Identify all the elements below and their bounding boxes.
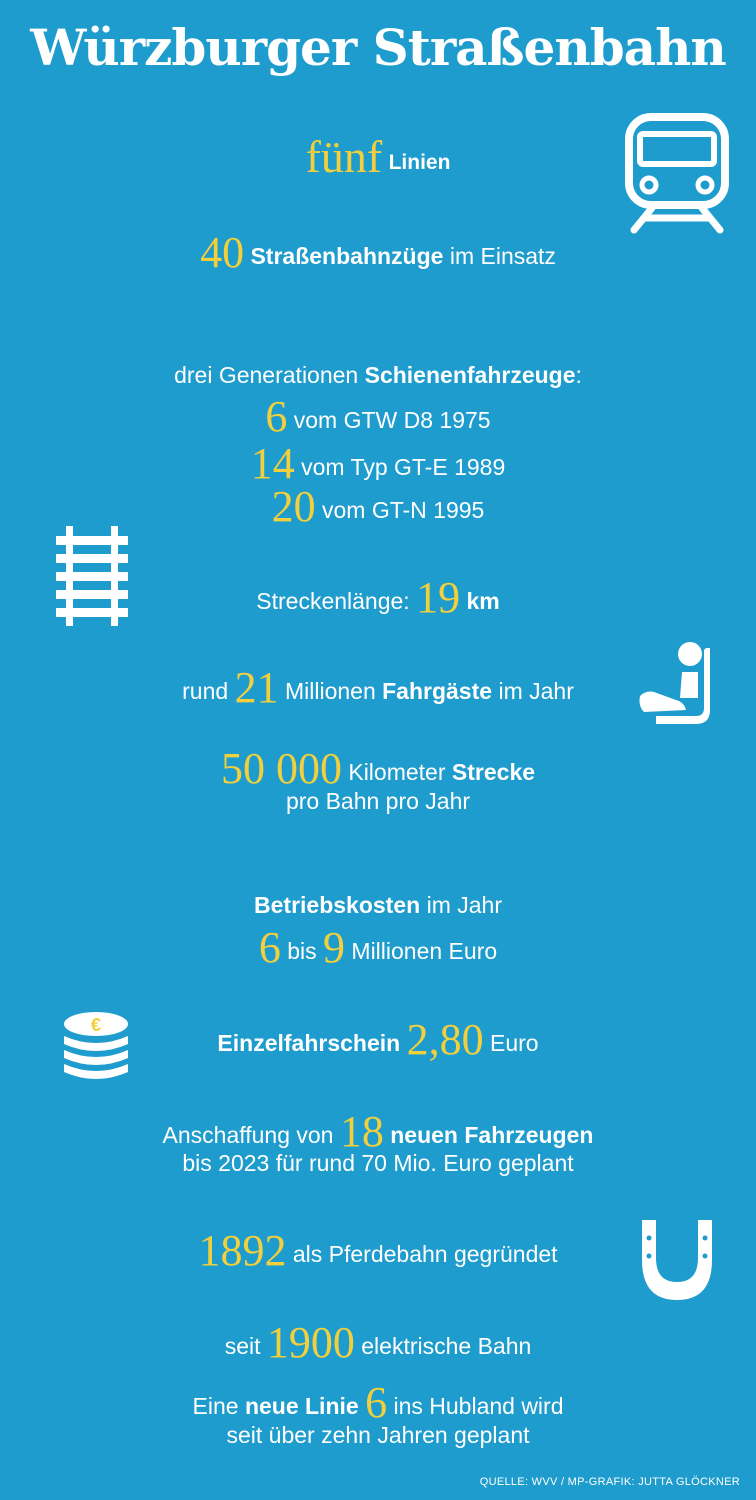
fact-linie6-line2: seit über zehn Jahren geplant: [226, 1422, 530, 1448]
fact-label-bold: Strecke: [451, 759, 536, 785]
fact-punct: :: [575, 362, 582, 388]
euro-coins-icon: [60, 1010, 132, 1082]
fact-label: im Jahr: [492, 678, 574, 704]
fact-number: 1892: [198, 1226, 287, 1275]
fact-betriebskosten-values: [0, 923, 756, 972]
fact-number: 2,80: [406, 1015, 484, 1064]
fact-label: drei Generationen: [174, 362, 365, 388]
source-credit: QUELLE: WVV / MP-GRAFIK: JUTTA GLÖCKNER: [479, 1476, 740, 1488]
fact-anschaffung: [0, 1107, 756, 1156]
fact-label: Streckenlänge:: [256, 588, 417, 614]
svg-text:€: €: [90, 1015, 102, 1035]
fact-number: 6: [258, 923, 281, 972]
fact-label: bis: [280, 938, 324, 964]
fact-number: fünf: [305, 131, 383, 182]
fact-unit: km: [460, 588, 500, 614]
fact-label: Kilometer: [341, 759, 452, 785]
fact-number: 6: [265, 392, 288, 441]
seat-icon: [636, 640, 718, 730]
page-title: Würzburger Straßenbahn: [30, 18, 726, 77]
fact-label-bold: Betriebskosten: [254, 892, 421, 918]
fact-generation-row: [0, 439, 756, 488]
fact-number: 50 000: [220, 744, 342, 793]
fact-label: im Jahr: [420, 892, 502, 918]
rail-track-icon: [56, 526, 128, 626]
fact-kilometer: [0, 744, 756, 793]
fact-number: 9: [323, 923, 346, 972]
fact-label-bold: Straßenbahnzüge: [250, 243, 444, 269]
fact-label: Millionen: [278, 678, 383, 704]
fact-label: elektrische Bahn: [354, 1333, 532, 1359]
fact-anschaffung-line2: bis 2023 für rund 70 Mio. Euro geplant: [182, 1150, 574, 1176]
fact-number: 18: [339, 1107, 384, 1156]
fact-betriebskosten: [0, 890, 756, 920]
fact-label: rund: [182, 678, 235, 704]
fact-label: Linien: [388, 151, 451, 174]
fact-label: Anschaffung von: [162, 1122, 340, 1148]
fact-number: 21: [234, 663, 279, 712]
fact-generationen-intro: [0, 360, 756, 390]
fact-label: Eine: [192, 1393, 245, 1419]
fact-label: Euro: [483, 1030, 539, 1056]
fact-label-bold: neue Linie: [244, 1393, 366, 1419]
fact-kilometer-line2: pro Bahn pro Jahr: [285, 788, 471, 814]
fact-label-bold: Einzelfahrschein: [217, 1030, 407, 1056]
fact-number: 20: [271, 482, 316, 531]
fact-elektrisch: [0, 1318, 756, 1367]
fact-generation-row: [0, 482, 756, 531]
fact-generation-row: [0, 392, 756, 441]
fact-number: 14: [250, 439, 295, 488]
fact-label-bold: Schienenfahrzeuge: [364, 362, 576, 388]
fact-number: 6: [365, 1378, 388, 1427]
fact-label-bold: Fahrgäste: [382, 678, 493, 704]
fact-label: vom GT-N 1995: [315, 497, 485, 523]
horseshoe-icon: [634, 1212, 720, 1308]
fact-label: ins Hubland wird: [387, 1393, 564, 1419]
fact-number: 40: [200, 228, 245, 277]
fact-label: seit: [224, 1333, 267, 1359]
fact-label: als Pferdebahn gegründet: [286, 1241, 558, 1267]
fact-label: vom Typ GT-E 1989: [294, 454, 506, 480]
fact-linie6: [0, 1378, 756, 1427]
fact-label-bold: neuen Fahrzeugen: [383, 1122, 594, 1148]
tram-icon: [624, 112, 730, 234]
fact-label: im Einsatz: [443, 243, 556, 269]
fact-label: vom GTW D8 1975: [287, 407, 491, 433]
fact-zuege: [0, 228, 756, 277]
fact-number: 19: [416, 573, 461, 622]
fact-number: 1900: [266, 1318, 355, 1367]
fact-label: Millionen Euro: [345, 938, 498, 964]
